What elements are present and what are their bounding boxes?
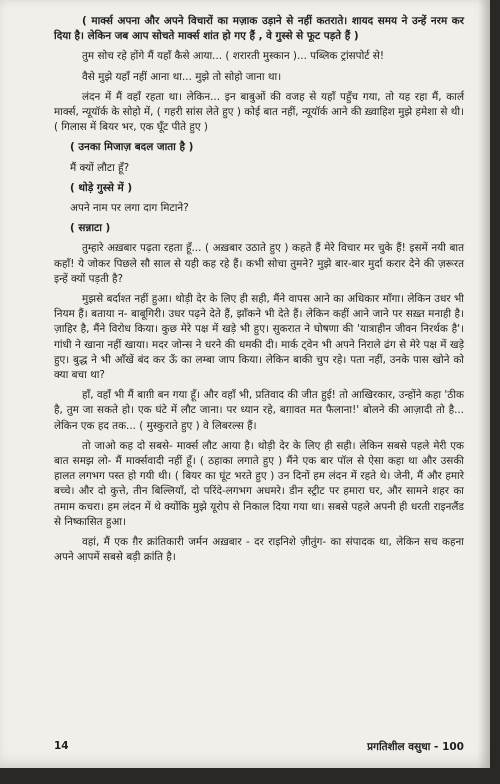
dialogue-line: तुम सोच रहे होंगे मैं यहाँ कैसे आया... ( शरारती मुस्कान )... पब्लिक ट्रांसपोर्ट से! xyxy=(82,50,384,63)
stage-direction: ( उनका मिजाज़ बदल जाता है ) xyxy=(70,141,194,154)
dialogue-paragraph: वहां, मैं एक ग़ैर क्रांतिकारी जर्मन अख़बार - दर राइनिशे ज़ीतुंग- का संपादक था, लेकिन सच कहना अपने आपमें सबसे बड़ी क्रांति है। xyxy=(54,536,464,564)
stage-direction-intro: ( मार्क्स अपना और अपने विचारों का मज़ाक उड़ाने से नहीं कतराते। शायद समय ने उन्हें नरम कर दिया है। लेकिन जब आप सोचते मार्क्स शांत हो गए हैं , वे गुस्से से फूट पड़ते हैं ) xyxy=(54,15,464,43)
page-content xyxy=(54,14,464,571)
stage-direction: ( सन्नाटा ) xyxy=(70,222,111,235)
dialogue-line: वैसे मुझे यहाँ नहीं आना था... मुझे तो सोहो जाना था। xyxy=(82,70,282,83)
journal-title: प्रगतिशील वसुधा - 100 xyxy=(367,741,464,753)
dialogue-paragraph: तुम्हारे अख़बार पढ़ता रहता हूँ... ( अख़बार उठाते हुए ) कहते हैं मेरे विचार मर चुके हैं! इसमें नयी बात कहाँ! ये जोकर पिछले सौ साल से यही कह रहे हैं। कभी सोचा तुमने? मुझे बार-बार मुर्दा करार देने की ज़रूरत इन्हें क्यों पड़ती है? xyxy=(54,242,464,285)
dialogue-paragraph: तो जाओ कह दो सबसे- मार्क्स लौट आया है। थोड़ी देर के लिए ही सही। लेकिन सबसे पहले मेरी एक बात समझ लो- मैं मार्क्सवादी नहीं हूँ। ( ठहाका लगाते हुए ) मैंने एक बार पॉल से ऐसा कहा था और उसकी हालत लगभग पस्त हो गयी थी। ( बियर का घूंट भरते हुए ) उन दिनों हम लंदन में रहते थे। जेनी, मैं और हमारे बच्चे। और दो कुत्ते, तीन बिल्लियाँ, दो परिंदे-लगभग अधमरे। डीन स्ट्रीट पर हमारा घर, और सामने शहर का तमाम कचरा। हम लंदन में थे क्योंकि मुझे यूरोप से निकाल दिया गया था। सबसे पहले अपनी ही धरती राइनलैंड से निष्कासित हुआ। xyxy=(54,439,464,528)
dialogue-paragraph: मुझसे बर्दाश्त नहीं हुआ। थोड़ी देर के लिए ही सही, मैंने वापस आने का अधिकार माँगा। लेकिन उधर भी नियम हैं। बताया न- बाबूगिरी। उधर पढ़ने देते हैं, झाँकने भी देते हैं। लेकिन कहीं आने जाने पर सख़्त मनाही है। ज़ाहिर है, मैंने विरोध किया। कुछ मेरे पक्ष में खड़े भी हुए। सुकरात ने घोषणा की 'यात्राहीन जीवन निरर्थक है'। गांधी ने खाना नहीं खाया। मदर जोन्स ने धरने की धमकी दी। मार्क ट्वेन भी अपने निराले ढंग से मेरे पक्ष में खड़े हुए। बुद्ध ने भी आँखें बंद कर ऊँ का लम्बा जाप किया। लेकिन बाकी चुप रहे। पता नहीं, उनके पास खोने को क्या बचा था? xyxy=(54,293,464,382)
dialogue-line: अपने नाम पर लगा दाग मिटाने? xyxy=(70,202,189,215)
dialogue-paragraph: लंदन में मैं वहाँ रहता था। लेकिन... इन बाबुओं की वजह से यहाँ पहुँच गया, तो यह रहा मैं, कार्ल मार्क्स, न्यूयॉर्क के सोहो में, ( गहरी सांस लेते हुए ) कोई बात नहीं, न्यूयॉर्क आने की ख़्वाहिश मुझे हमेशा से थी। ( गिलास में बियर भर, एक घूँट पीते हुए ) xyxy=(54,90,464,134)
dialogue-paragraph: हाँ, वहाँ भी मैं बाग़ी बन गया हूँ। और वहाँ भी, प्रतिवाद की जीत हुई! तो आखिरकार, उन्होंने कहा 'ठीक है, तुम जा सकते हो। एक घंटे में लौट जाना। पर ध्यान रहे, बग़ावत मत फैलाना!' बोलने की आज़ादी तो है... लेकिन एक हद तक... ( मुस्कुराते हुए ) वे लिबरल्स हैं। xyxy=(54,389,464,432)
page-number: 14 xyxy=(54,740,69,752)
stage-direction: ( थोड़े गुस्से में ) xyxy=(70,181,133,194)
dialogue-line: मैं क्यों लौटा हूँ? xyxy=(70,161,130,174)
